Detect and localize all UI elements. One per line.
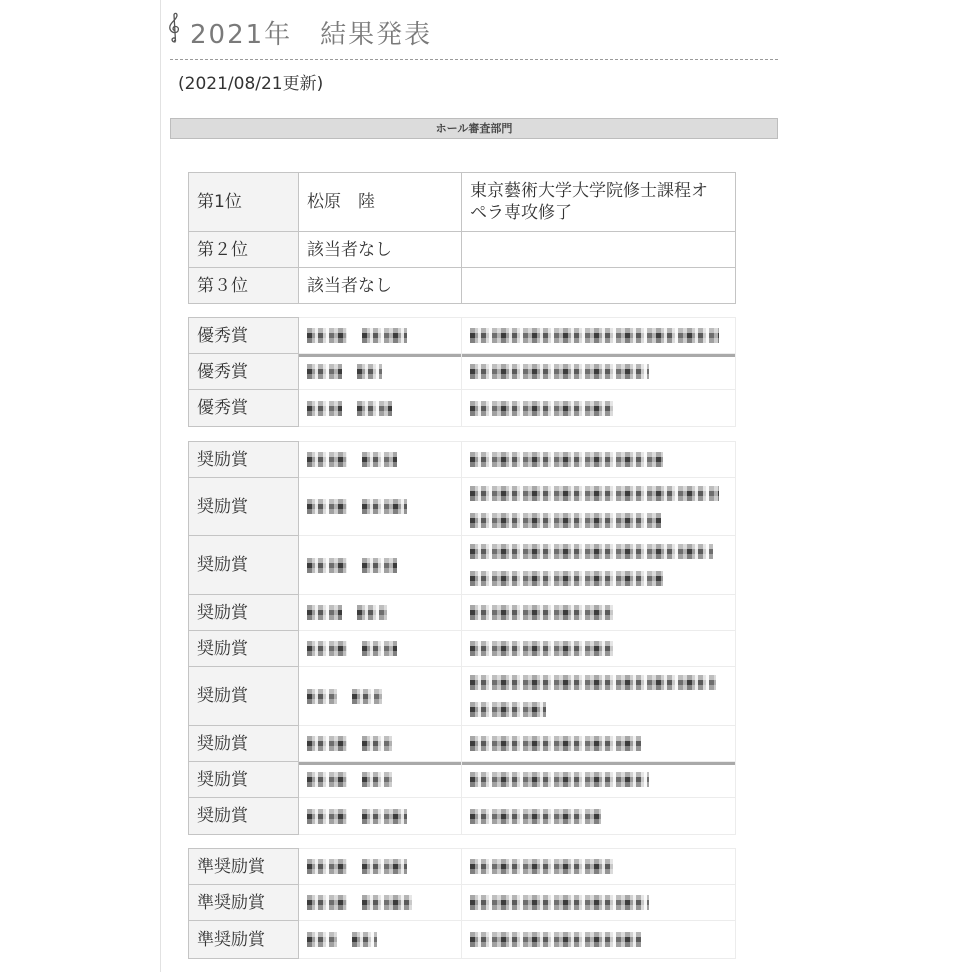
blurred-affiliation-cell (462, 354, 736, 390)
blurred-affiliation-cell (462, 726, 736, 762)
blurred-name-cell (299, 921, 462, 959)
rank-label: 第３位 (189, 268, 299, 304)
blurred-name-cell (299, 318, 462, 354)
award-row (189, 921, 736, 959)
redacted-text (307, 895, 347, 910)
blurred-affiliation-cell (462, 631, 736, 667)
redacted-text (357, 364, 382, 379)
award-row (189, 354, 736, 390)
redacted-text (470, 702, 546, 717)
redacted-text (307, 932, 337, 947)
blurred-name-cell (299, 885, 462, 921)
redacted-text (307, 859, 347, 874)
encouragement-award-table (188, 441, 736, 835)
blurred-name-cell (299, 849, 462, 885)
blurred-name-cell (299, 631, 462, 667)
award-label: 奨励賞 (189, 798, 299, 835)
redacted-text (307, 605, 342, 620)
redacted-text (307, 328, 347, 343)
ranking-row (189, 268, 736, 304)
redacted-text (362, 328, 407, 343)
redacted-text (470, 932, 641, 947)
redacted-text (470, 859, 613, 874)
winner-name: 松原 陸 (299, 173, 462, 232)
blurred-name-cell (299, 478, 462, 536)
award-row (189, 478, 736, 536)
winner-affiliation: 東京藝術大学大学院修士課程オペラ専攻修了 (470, 181, 708, 223)
redacted-text (470, 895, 649, 910)
redacted-text (470, 605, 613, 620)
award-label: 準奨励賞 (189, 849, 299, 885)
section-label: ホール審査部門 (435, 122, 513, 135)
blurred-name-cell (299, 536, 462, 595)
award-row (189, 390, 736, 427)
redacted-text (362, 558, 397, 573)
award-label: 奨励賞 (189, 595, 299, 631)
redacted-text (362, 809, 407, 824)
redacted-text (470, 736, 641, 751)
blurred-affiliation-cell (462, 595, 736, 631)
blurred-affiliation-cell (462, 849, 736, 885)
redacted-text (470, 401, 613, 416)
award-label: 準奨励賞 (189, 921, 299, 959)
award-row (189, 798, 736, 835)
redacted-text (470, 513, 661, 528)
winner-affiliation-cell (462, 268, 736, 304)
redacted-text (307, 772, 347, 787)
redacted-text (307, 736, 347, 751)
winner-name: 該当者なし (299, 232, 462, 268)
blurred-affiliation-cell (462, 390, 736, 427)
rank-label: 第２位 (189, 232, 299, 268)
blurred-affiliation-cell (462, 921, 736, 959)
redacted-text (470, 364, 649, 379)
redacted-text (470, 675, 716, 690)
page-title: 2021年 結果発表 (190, 20, 433, 50)
redacted-text (307, 641, 347, 656)
title-divider (170, 59, 778, 60)
award-label: 奨励賞 (189, 442, 299, 478)
blurred-name-cell (299, 726, 462, 762)
award-row (189, 885, 736, 921)
redacted-text (362, 641, 397, 656)
award-row (189, 442, 736, 478)
blurred-affiliation-cell (462, 762, 736, 798)
redacted-text (352, 932, 377, 947)
rank-label: 第1位 (189, 173, 299, 232)
award-label: 優秀賞 (189, 390, 299, 427)
award-row (189, 631, 736, 667)
ranking-row (189, 232, 736, 268)
treble-clef-icon (166, 12, 184, 44)
blurred-name-cell (299, 762, 462, 798)
redacted-text (362, 452, 397, 467)
winner-affiliation-cell (462, 173, 736, 232)
redacted-text (307, 689, 337, 704)
winner-affiliation-cell (462, 232, 736, 268)
award-row (189, 595, 736, 631)
award-row (189, 536, 736, 595)
award-label: 奨励賞 (189, 536, 299, 595)
award-row (189, 726, 736, 762)
redacted-text (470, 809, 601, 824)
blurred-name-cell (299, 390, 462, 427)
blurred-affiliation-cell (462, 667, 736, 726)
redacted-text (362, 772, 392, 787)
redacted-text (307, 499, 347, 514)
award-label: 奨励賞 (189, 667, 299, 726)
award-row (189, 667, 736, 726)
blurred-affiliation-cell (462, 318, 736, 354)
redacted-text (470, 571, 663, 586)
award-label: 優秀賞 (189, 318, 299, 354)
blurred-affiliation-cell (462, 885, 736, 921)
redacted-text (357, 605, 387, 620)
excellence-award-table (188, 317, 736, 427)
ranking-table (188, 172, 736, 304)
award-row (189, 318, 736, 354)
award-label: 奨励賞 (189, 478, 299, 536)
redacted-text (307, 809, 347, 824)
redacted-text (307, 558, 347, 573)
blurred-name-cell (299, 798, 462, 835)
updated-date: (2021/08/21更新) (178, 74, 324, 94)
award-label: 奨励賞 (189, 726, 299, 762)
redacted-text (470, 486, 719, 501)
award-row (189, 849, 736, 885)
award-row (189, 762, 736, 798)
award-label: 準奨励賞 (189, 885, 299, 921)
blurred-affiliation-cell (462, 536, 736, 595)
blurred-name-cell (299, 595, 462, 631)
blurred-name-cell (299, 667, 462, 726)
page-left-border (160, 0, 161, 972)
redacted-text (362, 859, 407, 874)
redacted-text (307, 364, 342, 379)
section-header (170, 118, 778, 139)
redacted-text (357, 401, 392, 416)
redacted-text (470, 772, 649, 787)
blurred-affiliation-cell (462, 478, 736, 536)
redacted-text (470, 641, 613, 656)
blurred-name-cell (299, 354, 462, 390)
redacted-text (470, 452, 663, 467)
blurred-affiliation-cell (462, 442, 736, 478)
award-label: 優秀賞 (189, 354, 299, 390)
ranking-row (189, 173, 736, 232)
redacted-text (362, 499, 407, 514)
redacted-text (307, 452, 347, 467)
semi-encouragement-award-table (188, 848, 736, 959)
award-label: 奨励賞 (189, 631, 299, 667)
redacted-text (307, 401, 342, 416)
redacted-text (352, 689, 382, 704)
blurred-affiliation-cell (462, 798, 736, 835)
winner-name: 該当者なし (299, 268, 462, 304)
redacted-text (470, 328, 719, 343)
redacted-text (470, 544, 713, 559)
blurred-name-cell (299, 442, 462, 478)
redacted-text (362, 736, 392, 751)
redacted-text (362, 895, 412, 910)
award-label: 奨励賞 (189, 762, 299, 798)
